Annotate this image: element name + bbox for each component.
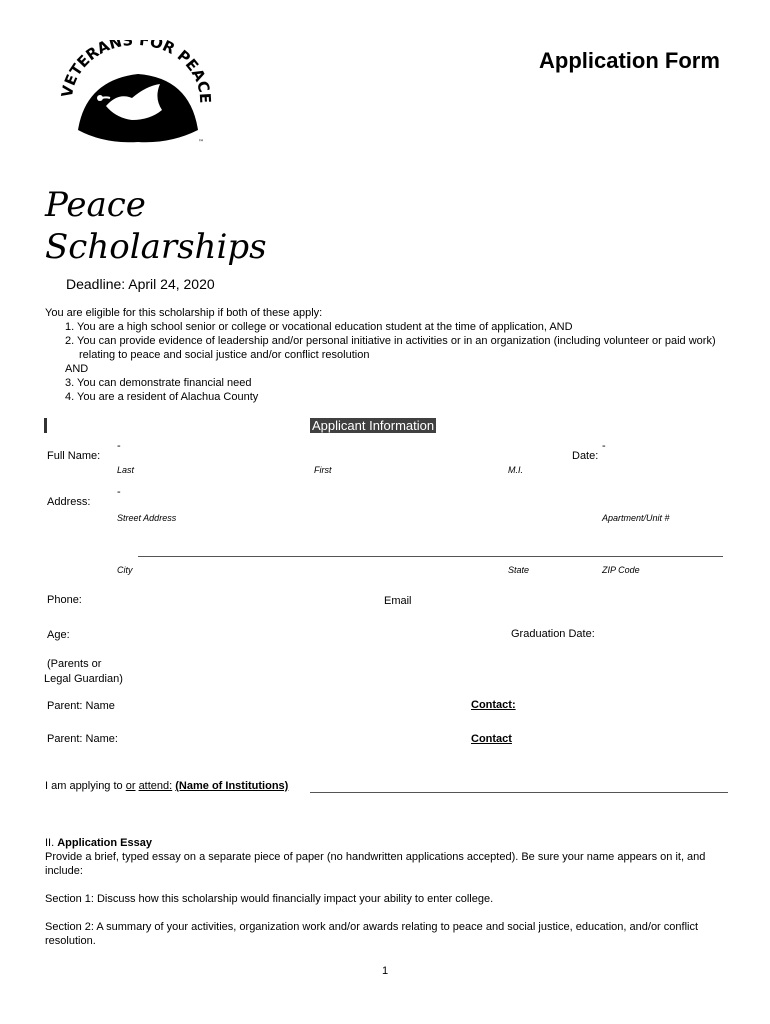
parent-2-name-label: Parent: Name:: [47, 733, 118, 745]
essay-section: [45, 836, 735, 948]
street-address-sublabel: Street Address: [117, 513, 177, 523]
eligibility-list: [45, 320, 745, 404]
graduation-date-label: Graduation Date:: [511, 628, 595, 640]
last-name-sublabel: Last: [117, 465, 135, 475]
deadline-text: Deadline: April 24, 2020: [66, 276, 215, 292]
city-sublabel: City: [117, 565, 133, 575]
essay-intro: Provide a brief, typed essay on a separate piece of paper (no handwritten applications accepted). Be sure your name appears on it, and include:: [45, 851, 706, 877]
age-label: Age:: [47, 629, 70, 641]
eligibility-item-3: 3. You can demonstrate financial need: [65, 377, 252, 389]
state-sublabel: State: [508, 565, 530, 575]
parents-note-line-1: (Parents or: [47, 658, 102, 670]
parent-1-contact-label: Contact:: [471, 699, 516, 711]
zip-sublabel: ZIP Code: [602, 565, 640, 575]
veterans-for-peace-logo: [58, 40, 218, 156]
email-label: Email: [384, 595, 412, 607]
eligibility-intro: You are eligible for this scholarship if both of these apply:: [45, 307, 323, 319]
institutions-line: [45, 780, 288, 792]
essay-section-1: Section 1: Discuss how this scholarship would financially impact your ability to enter college.: [45, 893, 494, 905]
institutions-prefix: I am applying to: [45, 780, 123, 792]
parents-note-line-2: Legal Guardian): [44, 673, 123, 685]
essay-heading-line: [45, 836, 735, 850]
eligibility-item-1: 1. You are a high school senior or college or vocational education student at the time of application, AND: [65, 321, 573, 333]
institutions-name-label: (Name of Institutions): [175, 780, 289, 792]
section-marker: [44, 418, 47, 433]
date-label: Date:: [572, 450, 599, 462]
first-name-sublabel: First: [314, 465, 332, 475]
eligibility-item-2: 2. You can provide evidence of leadership and/or personal initiative in activities or in an organization (including volunteer or paid work) relating to peace and social justice and/or conflict resolution: [65, 335, 716, 361]
applicant-information-header: Applicant Information: [312, 418, 435, 433]
parent-1-name-label: Parent: Name: [47, 700, 115, 712]
date-field-marker: -: [602, 440, 606, 452]
full-name-label: Full Name:: [47, 450, 101, 462]
address-field-marker: -: [117, 486, 121, 498]
page-title-line-1: Peace: [45, 185, 146, 225]
parent-2-contact-label: Contact: [471, 733, 512, 745]
name-field-marker: -: [117, 440, 121, 452]
eligibility-and: AND: [65, 363, 89, 375]
institutions-or: or: [125, 780, 136, 792]
address-label: Address:: [47, 496, 91, 508]
page-title-line-2: Scholarships: [45, 227, 267, 267]
form-title: Application Form: [539, 48, 720, 73]
essay-roman-numeral: II.: [45, 837, 55, 849]
eligibility-section: [45, 306, 745, 404]
apartment-sublabel: Apartment/Unit #: [602, 513, 670, 523]
logo-text: VETERANS FOR PEACE: [58, 40, 215, 104]
institutions-underline: [310, 792, 728, 793]
essay-heading: Application Essay: [57, 837, 152, 849]
city-state-zip-line: [138, 556, 723, 557]
logo-trademark: ™: [198, 139, 204, 146]
middle-initial-sublabel: M.I.: [508, 465, 523, 475]
phone-label: Phone:: [47, 594, 82, 606]
institutions-attend: attend:: [138, 780, 173, 792]
page-number: 1: [382, 965, 389, 977]
eligibility-item-4: 4. You are a resident of Alachua County: [65, 391, 259, 403]
essay-section-2: Section 2: A summary of your activities, organization work and/or awards relating to peace and social justice, education, and/or conflict resolution.: [45, 921, 699, 947]
